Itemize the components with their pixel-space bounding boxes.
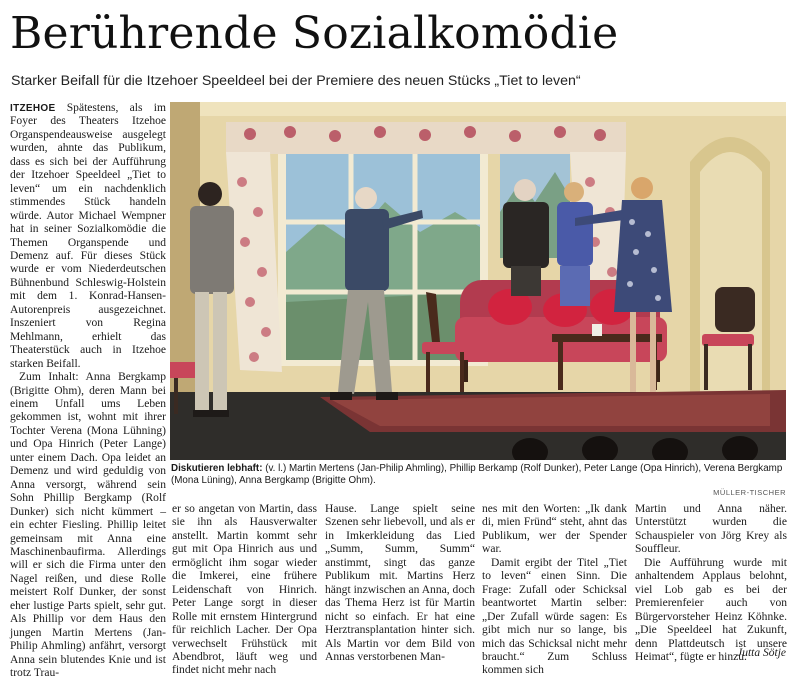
paragraph: Die Aufführung wurde mit anhaltendem Applaus belohnt, viel Lob gab es bei der Premierenfeier auch von Bürgervorsteher Heinz Köhnke. „Die Speeldeel hat Zukunft, denn Plattdeutsch ist unsere Heimat“, fügte er hinzu. xyxy=(635,556,787,663)
paragraph: nes mit den Worten: „Ik dank di, mien Fründ“ steht, ahnt das Publikum, wer der Spender war. xyxy=(482,503,627,556)
article-column-4 xyxy=(482,503,627,678)
stage-photo xyxy=(170,102,786,460)
paragraph: Martin und Anna näher. Unterstützt wurden die Schauspieler von Jörg Krey als Souffleur. xyxy=(635,503,787,556)
article-column-2 xyxy=(172,503,317,678)
paragraph: Spätestens, als im Foyer des Theaters Itzehoe Organspendeausweise ausgelegt wurden, ahnte das Publikum, dass es sich bei der Aufführung der Itzehoer Speeldeel „Tiet to leven“ um ein nachdenklich stimmendes Stück handeln würde. Autor Michael Wempner hat in seiner Sozialkomödie die Themen Organspende und Demenz auf. Für dieses Stück wurde er vom Niederdeutschen Bühnenbund Schleswig-Holstein mit dem 1. Konrad-Hansen-Autorenpreis ausgezeichnet. Inszeniert von Regina Mehlmann, erhielt das Theaterstück auch in Itzehoe starken Beifall. xyxy=(10,102,166,370)
article-column-5 xyxy=(635,503,787,664)
paragraph: Zum Inhalt: Anna Bergkamp (Brigitte Ohm), deren Mann bei einem Unfall ums Leben gekommen ist, wohnt mit ihrer Tochter Verena (Mona Lühning) und Opa Hinrich (Peter Lange) unter einem Dach. Opa leidet an Demenz und wird geduldig von Anna versorgt, während sein Sohn Phillip Bergkamp (Rolf Dunker) sich nicht kümmert – ein echter Fiesling. Phillip leitet gemeinsam mit Anna eine Maschinenbaufirma. Allerdings will er sich die Firma unter den Nagel reißen, und diese Rolle meistert Rolf Dunker, der sonst eher lustige Parts spielt, sehr gut. Als Phillip vor dem Haus den jungen Martin Mertens (Jan-Philip Ahmling) anfährt, versorgt Anna sein blutendes Knie und ist trotz Trau- xyxy=(10,371,166,680)
article-column-1 xyxy=(10,102,166,680)
paragraph: Damit ergibt der Titel „Tiet to leven“ einen Sinn. Die Frage: Zufall oder Schicksal beantwortet Martin selber: „Der Zufall würde sagen: Es gibt mich nur so lange, bis mich das Schicksal nicht mehr braucht.“ Zum Schluss kommen sich xyxy=(482,556,627,677)
author-byline: Jutta Sötje xyxy=(737,647,786,659)
article-column-3 xyxy=(325,503,475,664)
caption-lead: Diskutieren lebhaft: xyxy=(171,463,263,474)
dateline: ITZEHOE xyxy=(10,103,56,114)
photo-caption xyxy=(171,463,786,487)
subheadline: Starker Beifall für die Itzehoer Speeldeel bei der Premiere des neuen Stücks „Tiet to leven“ xyxy=(11,73,581,89)
caption-text: (v. l.) Martin Mertens (Jan-Philip Ahmling), Phillip Berkamp (Rolf Dunker), Peter Lange (Opa Hinrich), Verena Bergkamp (Mona Lüning), Anna Bergkamp (Brigitte Ohm). xyxy=(171,463,783,486)
photo-credit: MÜLLER-TISCHER xyxy=(713,488,786,497)
paragraph: Hause. Lange spielt seine Szenen sehr liebevoll, und als er in Imkerkleidung das Lied „Summ, Summ, Summ“ anstimmt, singt das ganze Publikum mit. Martins Herz hängt inzwischen an Anna, doch das Thema Herz ist für Martin nicht so einfach. Er hat eine Herztransplantation hinter sich. Als Martin vor dem Bild von Annas verstorbenen Man- xyxy=(325,503,475,663)
headline: Berührende Sozialkomödie xyxy=(10,8,619,59)
paragraph: er so angetan von Martin, dass sie ihn als Hausverwalter anstellt. Martin kommt sehr gut mit Opa Hinrich aus und ermöglicht ihm sogar wieder die Imkerei, eine frühere Leidenschaft von Hinrich. Peter Lange sorgt in dieser Rolle mit ernstem Hintergrund für reichlich Lacher. Der Opa verwechselt Frühstück mit Abendbrot, läuft weg und findet nicht mehr nach xyxy=(172,503,317,677)
